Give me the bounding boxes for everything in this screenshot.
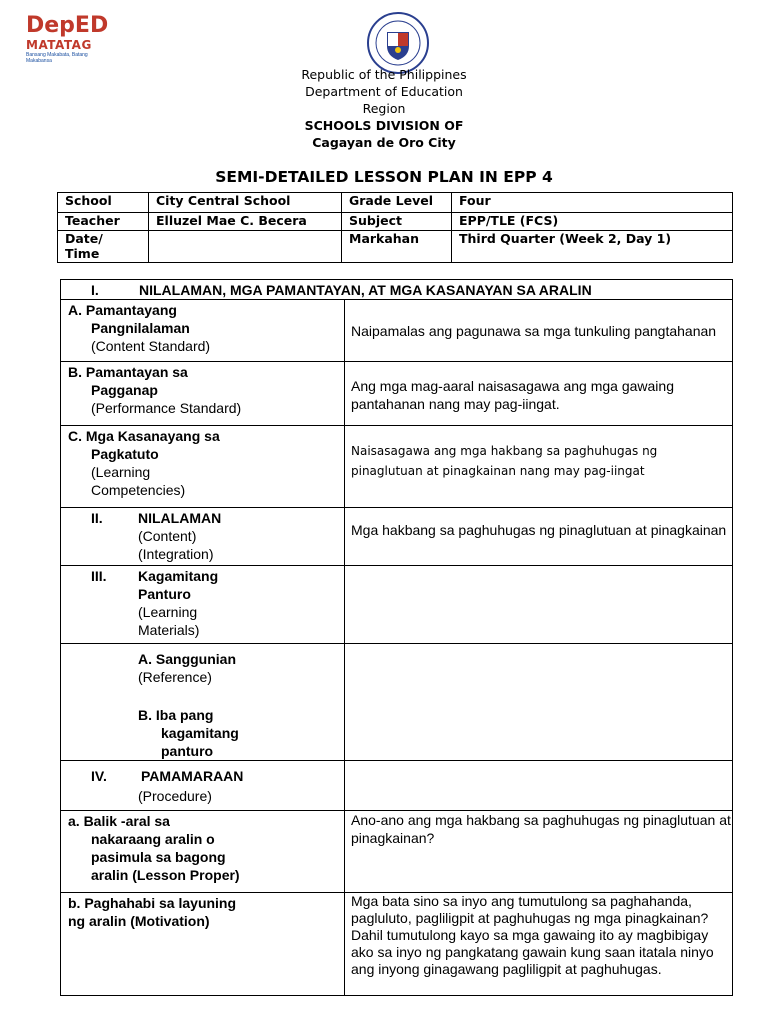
section-1-title: NILALAMAN, MGA PAMANTAYAN, AT MGA KASANAYAN SA ARALIN [139, 282, 592, 298]
references-value [345, 644, 733, 761]
school-value: City Central School [149, 193, 342, 213]
procedure-number: IV. [91, 768, 107, 784]
content-label [61, 508, 345, 566]
motivation-line2: ng aralin (Motivation) [68, 913, 210, 929]
lesson-proper-value: Ano-ano ang mga hakbang sa paghuhugas ng pinaglutuan at pinagkainan? [345, 811, 733, 893]
date-label: Date/ [65, 231, 103, 246]
content-standard-value: Naipamalas ang pagunawa sa mga tunkuling pangtahanan [345, 300, 733, 362]
lesson-proper-line4: aralin (Lesson Proper) [91, 867, 240, 883]
learning-materials-number: III. [91, 568, 107, 584]
other-materials-line3: panturo [161, 743, 214, 759]
reference-line2: (Reference) [138, 669, 212, 685]
teacher-label: Teacher [58, 213, 149, 231]
learning-materials-line3: (Learning [138, 604, 198, 620]
lesson-proper-line1: a. Balik -aral sa [68, 813, 170, 829]
header-division: SCHOOLS DIVISION OF [304, 118, 464, 133]
header-region: Region [362, 101, 406, 116]
lesson-proper-label [61, 811, 345, 893]
logo-tagline: Bansang Makabata, Batang Makabansa [26, 52, 88, 64]
content-standard-line2: Pangnilalaman [91, 320, 190, 336]
motivation-line1: b. Paghahabi sa layuning [68, 895, 237, 911]
procedure-line1: PAMAMARAAN [141, 768, 244, 784]
header-republic: Republic of the Philippines [301, 67, 467, 82]
subject-value: EPP/TLE (FCS) [452, 213, 733, 231]
lesson-plan-table [60, 279, 733, 996]
content-standard-label [61, 300, 345, 362]
content-value: Mga hakbang sa paghuhugas ng pinaglutuan at pinagkainan [345, 508, 733, 566]
markahan-label: Markahan [342, 231, 452, 263]
other-materials-line2: kagamitang [161, 725, 239, 741]
content-line1: NILALAMAN [138, 510, 222, 526]
header-city: Cagayan de Oro City [312, 135, 456, 150]
time-label: Time [65, 246, 100, 261]
learning-competencies-line3: (Learning [91, 464, 151, 480]
performance-standard-line3: (Performance Standard) [91, 400, 242, 416]
teacher-value: Elluzel Mae C. Becera [149, 213, 342, 231]
procedure-label [61, 761, 345, 811]
subject-label: Subject [342, 213, 452, 231]
content-line3: (Integration) [138, 546, 214, 562]
learning-materials-line4: Materials) [138, 622, 200, 638]
date-time-label [58, 231, 149, 263]
reference-line1: A. Sanggunian [138, 651, 236, 667]
markahan-value: Third Quarter (Week 2, Day 1) [452, 231, 733, 263]
section-1-header [61, 280, 733, 300]
deped-logo [26, 14, 114, 74]
lesson-proper-line2: nakaraang aralin o [91, 831, 215, 847]
content-line2: (Content) [138, 528, 197, 544]
learning-competencies-label [61, 426, 345, 508]
performance-standard-line1: B. Pamantayan sa [68, 364, 188, 380]
lesson-plan-title: SEMI-DETAILED LESSON PLAN IN EPP 4 [215, 168, 553, 186]
grade-value: Four [452, 193, 733, 213]
content-standard-line3: (Content Standard) [91, 338, 211, 354]
header-department: Department of Education [305, 84, 463, 99]
document-header [0, 66, 768, 151]
motivation-label [61, 893, 345, 996]
procedure-value [345, 761, 733, 811]
learning-competencies-line4: Competencies) [91, 482, 186, 498]
references-label [61, 644, 345, 761]
learning-materials-line1: Kagamitang [138, 568, 219, 584]
deped-wordmark: DepED [26, 13, 109, 38]
procedure-line2: (Procedure) [138, 788, 212, 804]
content-standard-line1: A. Pamantayang [68, 302, 177, 318]
grade-label: Grade Level [342, 193, 452, 213]
content-number: II. [91, 510, 103, 526]
date-time-value [149, 231, 342, 263]
lesson-proper-line3: pasimula sa bagong [91, 849, 226, 865]
learning-competencies-line2: Pagkatuto [91, 446, 159, 462]
learning-materials-line2: Panturo [138, 586, 191, 602]
performance-standard-line2: Pagganap [91, 382, 158, 398]
matatag-wordmark: MATATAG [26, 38, 92, 52]
other-materials-line1: B. Iba pang [138, 707, 214, 723]
deped-seal-icon [367, 12, 429, 74]
learning-materials-value [345, 566, 733, 644]
performance-standard-label [61, 362, 345, 426]
info-table [57, 192, 733, 263]
performance-standard-value: Ang mga mag-aaral naisasagawa ang mga gawaing pantahanan nang may pag-iingat. [345, 362, 733, 426]
section-1-number: I. [91, 282, 99, 298]
learning-materials-label [61, 566, 345, 644]
learning-competencies-line1: C. Mga Kasanayang sa [68, 428, 220, 444]
motivation-value: Mga bata sino sa inyo ang tumutulong sa paghahanda, pagluluto, pagliligpit at paghuhugas ng mga pinagkainan? Dahil tumutulong kayo sa mga gawaing ito ay magbibigay ako sa inyo ng pangkatang gawain kung saan itatala ninyo ang inyong ginagawang pagliligpit at paghuhugas. [345, 893, 733, 996]
learning-competencies-value: Naisasagawa ang mga hakbang sa paghuhugas ng pinaglutuan at pinagkainan nang may pag-iingat [345, 426, 733, 508]
school-label: School [58, 193, 149, 213]
